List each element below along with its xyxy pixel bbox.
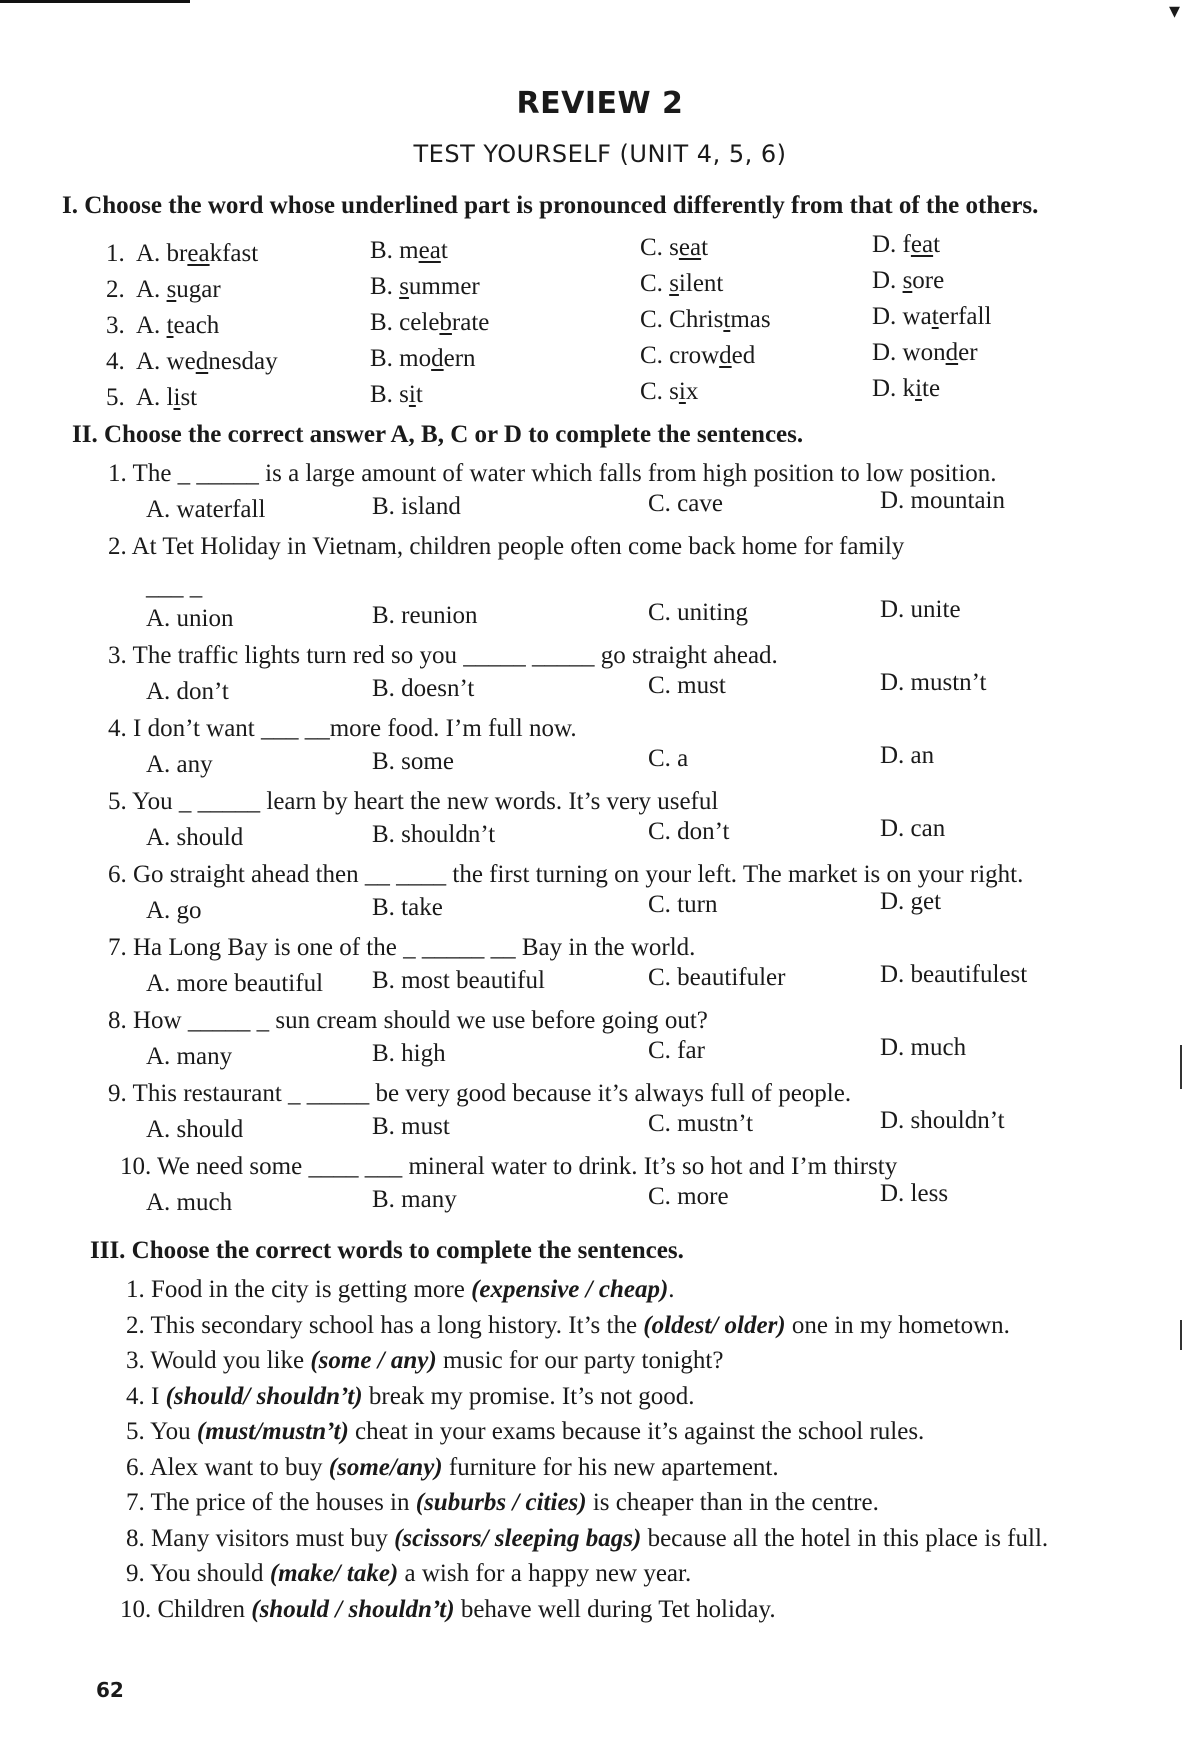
option-a: A. union	[146, 605, 234, 632]
sentence-text: 1. Food in the city is getting more	[126, 1276, 472, 1303]
word-choice: (some/any)	[328, 1453, 443, 1481]
option-text: A. br	[136, 240, 188, 267]
option-d: D. an	[880, 742, 935, 769]
option-b: B. island	[372, 493, 461, 520]
section-2-heading: II. Choose the correct answer A, B, C or D to complete the sentences.	[72, 421, 804, 448]
option-b: B. must	[372, 1113, 450, 1140]
sentence-text: .	[668, 1276, 675, 1303]
option-text: A. l	[136, 384, 174, 411]
word-choice: (must/mustn’t)	[196, 1418, 349, 1445]
question-text: 4. I don’t want ___ __more food. I’m full now.	[108, 715, 577, 742]
option-b: B. most beautiful	[372, 967, 545, 994]
option-a: A. any	[146, 751, 213, 778]
underlined-sound: i	[173, 384, 181, 411]
word-choice: (should/ shouldn’t)	[165, 1382, 363, 1410]
edge-mark	[1180, 1320, 1182, 1350]
option-d: D. mountain	[880, 487, 1005, 514]
option-text: ern	[443, 345, 476, 372]
option-d: D. unite	[880, 596, 961, 623]
option-d: D. beautifulest	[880, 961, 1028, 988]
corner-mark: ▾	[1168, 0, 1180, 23]
sentence-text: cheat in your exams because it’s against the school rules.	[348, 1418, 925, 1445]
option-b	[370, 381, 423, 409]
option-a: A. waterfall	[146, 496, 266, 523]
page-subtitle: TEST YOURSELF (UNIT 4, 5, 6)	[413, 140, 787, 168]
underlined-sound: t	[723, 306, 731, 333]
option-text: ummer	[408, 273, 480, 300]
question-text: 8. How _____ _ sun cream should we use before going out?	[108, 1007, 708, 1034]
option-d: D. shouldn’t	[880, 1107, 1005, 1134]
word-choice: (oldest/ older)	[643, 1311, 786, 1339]
option-text: ilent	[678, 270, 724, 297]
option-text: ore	[912, 267, 945, 294]
option-text: D.	[872, 267, 903, 294]
option-b: B. shouldn’t	[372, 821, 496, 848]
option-text: B. m	[370, 237, 419, 264]
option-text: A.	[136, 312, 167, 339]
option-d	[872, 339, 978, 367]
underlined-sound: s	[399, 273, 409, 300]
option-b: B. take	[372, 894, 443, 921]
question-number: 2.	[106, 276, 125, 303]
option-text: t	[933, 231, 941, 258]
option-a	[136, 276, 221, 304]
sentence-text: 8. Many visitors must buy	[126, 1524, 395, 1552]
word-choice: (some / any)	[310, 1347, 437, 1374]
option-b	[370, 237, 448, 265]
sentence-text: behave well during Tet holiday.	[454, 1595, 776, 1623]
option-a	[136, 384, 197, 412]
option-text: te	[922, 375, 941, 402]
option-d: D. less	[880, 1180, 949, 1207]
edge-mark	[1180, 1045, 1182, 1089]
option-d: D. mustn’t	[880, 669, 987, 696]
option-b: B. high	[372, 1040, 446, 1067]
option-c	[640, 234, 708, 262]
sentence-text: 4. I	[126, 1382, 166, 1410]
question-text: 9. This restaurant _ _____ be very good because it’s always full of people.	[108, 1080, 852, 1107]
option-a	[136, 240, 258, 268]
question-number: 1.	[106, 240, 125, 267]
question-number: 5.	[106, 384, 125, 411]
word-choice: (suburbs / cities)	[415, 1489, 587, 1516]
underlined-sound: i	[408, 381, 416, 408]
question-text: 5. You _ _____ learn by heart the new words. It’s very useful	[108, 788, 719, 815]
option-b: B. reunion	[372, 602, 478, 629]
option-a: A. much	[146, 1189, 233, 1216]
sentence-text: 3. Would you like	[126, 1347, 311, 1374]
option-c: C. beautifuler	[648, 964, 786, 991]
option-c: C. more	[648, 1183, 729, 1210]
option-text: B. mo	[370, 345, 432, 372]
sentence-item	[126, 1418, 924, 1446]
option-d	[872, 231, 940, 259]
option-b: B. doesn’t	[372, 675, 475, 702]
option-text: D. wa	[872, 303, 932, 330]
underlined-sound: ea	[678, 234, 702, 261]
option-c: C. turn	[648, 891, 718, 918]
option-a: A. don’t	[146, 678, 229, 705]
page-title: REVIEW 2	[516, 86, 684, 121]
option-text: ugar	[176, 276, 221, 303]
option-text: B. s	[370, 381, 409, 408]
word-choice: (make/ take)	[269, 1560, 399, 1587]
option-a: A. many	[146, 1043, 233, 1070]
sentence-text: 2. This secondary school has a long history. It’s the	[126, 1311, 644, 1339]
option-text: A. we	[136, 348, 196, 375]
option-d: D. much	[880, 1034, 967, 1061]
underlined-sound: d	[719, 342, 732, 369]
option-text: C. s	[640, 378, 679, 405]
question-text: 10. We need some ____ ___ mineral water to drink. It’s so hot and I’m thirsty	[120, 1153, 898, 1180]
sentence-item	[126, 1560, 691, 1588]
sentence-text: 9. You should	[126, 1560, 270, 1587]
question-text: 1. The _ _____ is a large amount of water which falls from high position to low position.	[108, 460, 997, 487]
option-text: rate	[451, 309, 490, 336]
question-text: 2. At Tet Holiday in Vietnam, children people often come back home for family	[108, 533, 905, 560]
option-text: D. f	[872, 231, 911, 258]
option-a: A. should	[146, 824, 244, 851]
underlined-sound: ea	[418, 237, 441, 264]
question-text: 7. Ha Long Bay is one of the _ _____ __ Bay in the world.	[108, 934, 696, 961]
sentence-item	[126, 1489, 879, 1517]
option-b	[370, 345, 476, 373]
question-text: 6. Go straight ahead then __ ____ the first turning on your left. The market is on your right.	[108, 861, 1024, 888]
sentence-item	[126, 1276, 675, 1304]
section-1-heading: I. Choose the word whose underlined part is pronounced differently from that of the others.	[62, 192, 1039, 219]
underlined-sound: ea	[187, 240, 210, 267]
option-b: B. some	[372, 748, 454, 775]
option-c: C. uniting	[648, 599, 749, 626]
word-choice: (scissors/ sleeping bags)	[394, 1524, 642, 1552]
option-b	[370, 273, 480, 301]
sentence-text: is cheaper than in the centre.	[586, 1489, 879, 1516]
underlined-sound: d	[431, 345, 444, 372]
option-c: C. far	[648, 1037, 705, 1064]
question-blank: ___ _	[146, 573, 203, 600]
option-text: C. Chris	[640, 306, 724, 333]
underlined-sound: s	[166, 276, 177, 303]
option-d: D. get	[880, 888, 942, 915]
underlined-sound: d	[195, 348, 209, 375]
sentence-item	[120, 1596, 776, 1624]
option-b	[370, 309, 489, 337]
option-a: A. should	[146, 1116, 244, 1143]
option-text: er	[958, 339, 978, 366]
sentence-text: because all the hotel in this place is full.	[641, 1524, 1049, 1552]
option-a: A. go	[146, 897, 202, 924]
option-c	[640, 342, 755, 370]
word-choice: (expensive / cheap)	[471, 1276, 669, 1303]
sentence-item	[126, 1525, 1048, 1553]
option-c	[640, 306, 771, 334]
question-number: 3.	[106, 312, 125, 339]
option-text: t	[701, 234, 709, 261]
underlined-sound: t	[931, 303, 939, 330]
option-text: C. crow	[640, 342, 720, 369]
sentence-text: 10. Children	[120, 1595, 252, 1623]
option-text: D. k	[872, 375, 916, 402]
underlined-sound: b	[439, 309, 452, 336]
question-number: 4.	[106, 348, 125, 375]
option-text: C. s	[640, 234, 679, 261]
sentence-text: music for our party tonight?	[436, 1347, 724, 1374]
underlined-sound: i	[678, 378, 686, 405]
option-text: C.	[640, 270, 670, 297]
sentence-text: a wish for a happy new year.	[398, 1560, 692, 1587]
page-number: 62	[96, 1678, 124, 1702]
top-edge-line	[0, 0, 190, 3]
option-text: erfall	[938, 303, 992, 330]
option-text: x	[685, 378, 699, 405]
sentence-item	[126, 1312, 1010, 1340]
option-c: C. a	[648, 745, 689, 772]
sentence-item	[126, 1383, 695, 1411]
word-choice: (should / shouldn’t)	[251, 1595, 455, 1623]
option-c: C. cave	[648, 490, 723, 517]
option-a	[136, 312, 219, 340]
underlined-sound: ea	[910, 231, 934, 258]
option-text: t	[415, 381, 423, 408]
option-a: A. more beautiful	[146, 970, 324, 997]
sentence-text: 6. Alex want to buy	[126, 1453, 329, 1481]
option-b: B. many	[372, 1186, 457, 1213]
underlined-sound: s	[669, 270, 679, 297]
sentence-item	[126, 1454, 779, 1482]
option-text: nesday	[208, 348, 278, 375]
option-d	[872, 375, 940, 403]
underlined-sound: d	[945, 339, 959, 366]
option-text: mas	[730, 306, 771, 333]
option-d: D. can	[880, 815, 946, 842]
option-text: kfast	[209, 240, 259, 267]
option-text: B.	[370, 273, 400, 300]
option-text: each	[173, 312, 220, 339]
sentence-text: break my promise. It’s not good.	[362, 1382, 695, 1410]
sentence-item	[126, 1347, 723, 1375]
option-text: st	[180, 384, 198, 411]
underlined-sound: i	[915, 375, 923, 402]
option-d	[872, 303, 991, 331]
option-text: ed	[731, 342, 756, 369]
sentence-text: 7. The price of the houses in	[126, 1489, 416, 1516]
option-c: C. mustn’t	[648, 1110, 754, 1137]
option-d	[872, 267, 944, 295]
option-c	[640, 378, 698, 406]
sentence-text: 5. You	[126, 1418, 197, 1445]
option-c: C. must	[648, 672, 726, 699]
sentence-text: one in my hometown.	[785, 1311, 1010, 1339]
section-3-heading: III. Choose the correct words to complete the sentences.	[90, 1237, 684, 1264]
underlined-sound: s	[902, 267, 913, 294]
option-a	[136, 348, 278, 376]
option-text: A.	[136, 276, 167, 303]
question-text: 3. The traffic lights turn red so you _____ _____ go straight ahead.	[108, 642, 778, 669]
sentence-text: furniture for his new apartement.	[442, 1453, 779, 1481]
option-text: t	[440, 237, 448, 264]
option-c	[640, 270, 723, 298]
underlined-sound: t	[166, 312, 174, 339]
option-text: D. won	[872, 339, 946, 366]
option-text: B. cele	[370, 309, 440, 336]
option-c: C. don’t	[648, 818, 730, 845]
